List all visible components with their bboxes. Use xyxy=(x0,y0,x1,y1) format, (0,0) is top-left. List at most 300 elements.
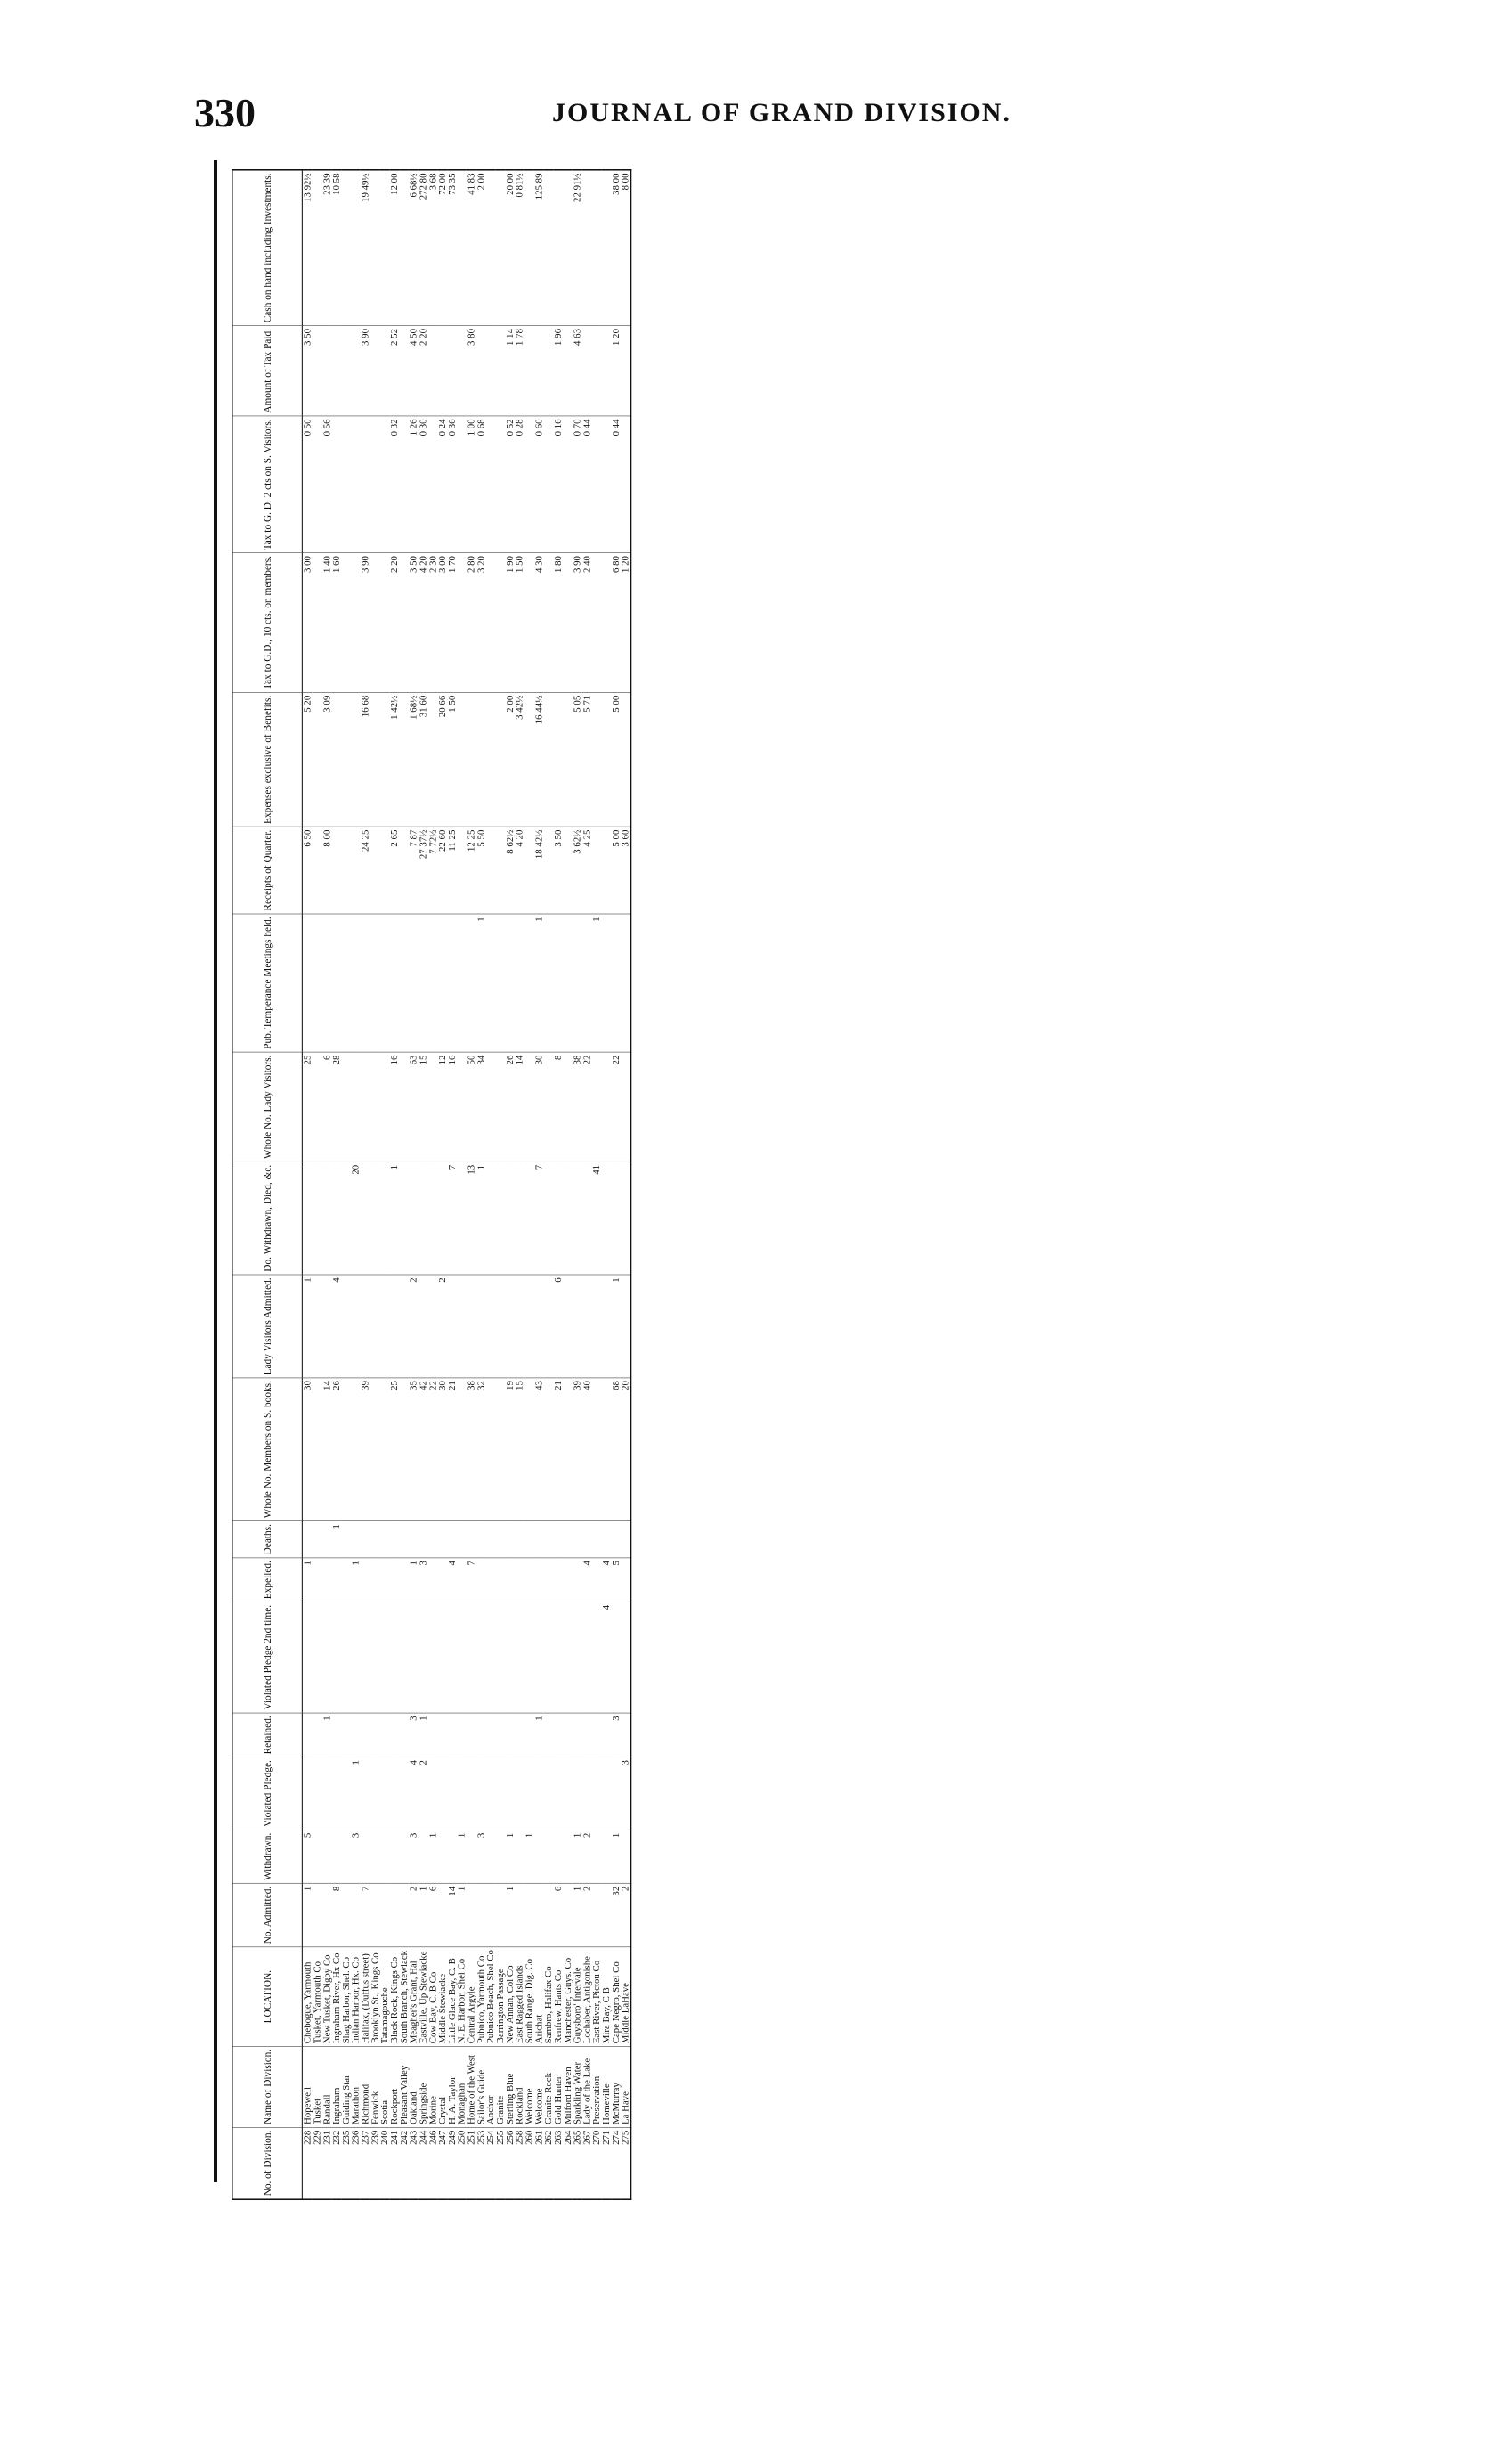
cell-paid xyxy=(437,326,447,416)
cell-exp: 3 xyxy=(419,1558,428,1602)
cell-cash xyxy=(341,170,351,326)
cell-ret xyxy=(573,1713,582,1757)
cell-mem: 40 xyxy=(582,1378,592,1521)
cell-expn: 20 66 xyxy=(437,692,447,827)
cell-name: Home of the West xyxy=(467,2047,476,2128)
cell-dth xyxy=(389,1521,399,1558)
cell-no: 243 xyxy=(409,2127,419,2199)
cell-dth xyxy=(341,1521,351,1558)
cell-wd: 3 xyxy=(409,1830,419,1883)
cell-lva xyxy=(573,1275,582,1378)
cell-vp xyxy=(485,1757,495,1830)
cell-name: Pleasant Valley xyxy=(399,2047,409,2128)
cell-no: 256 xyxy=(505,2127,515,2199)
cell-vp xyxy=(505,1757,515,1830)
cell-rec: 27 37½ xyxy=(419,827,428,914)
cell-dth xyxy=(457,1521,467,1558)
cell-ptm xyxy=(515,914,524,1052)
cell-ptm xyxy=(553,914,563,1052)
cell-ptm: 1 xyxy=(534,914,544,1052)
cell-lva xyxy=(563,1275,573,1378)
cell-name: Rockport xyxy=(389,2047,399,2128)
cell-ptm xyxy=(341,914,351,1052)
table-row xyxy=(341,170,351,2200)
cell-name: Sterling Blue xyxy=(505,2047,515,2128)
cell-expn xyxy=(485,692,495,827)
cell-ret: 1 xyxy=(534,1713,544,1757)
cell-ret xyxy=(341,1713,351,1757)
cell-vp2 xyxy=(313,1602,322,1713)
cell-paid xyxy=(313,326,322,416)
cell-dth xyxy=(379,1521,389,1558)
cell-vp2 xyxy=(379,1602,389,1713)
cell-dth xyxy=(302,1521,312,1558)
cell-svt xyxy=(341,416,351,553)
cell-name: H. A. Taylor xyxy=(447,2047,457,2128)
cell-dth xyxy=(505,1521,515,1558)
cell-ret xyxy=(515,1713,524,1757)
cell-mem: 21 xyxy=(553,1378,563,1521)
cell-lvw: 7 xyxy=(534,1162,544,1275)
cell-name: Sparkling Water xyxy=(573,2047,582,2128)
cell-svt: 0 50 xyxy=(302,416,312,553)
cell-wd: 1 xyxy=(457,1830,467,1883)
cell-ptm xyxy=(505,914,515,1052)
cell-mem: 30 xyxy=(302,1378,312,1521)
column-header: Violated Pledge. xyxy=(232,1757,303,1830)
cell-ptm xyxy=(485,914,495,1052)
cell-svt: 0 24 xyxy=(437,416,447,553)
cell-mem xyxy=(351,1378,361,1521)
cell-vp xyxy=(399,1757,409,1830)
cell-exp xyxy=(428,1558,438,1602)
cell-lvw xyxy=(313,1162,322,1275)
cell-no: 246 xyxy=(428,2127,438,2199)
cell-mem: 30 xyxy=(437,1378,447,1521)
cell-name: Oakland xyxy=(409,2047,419,2128)
cell-vp2 xyxy=(409,1602,419,1713)
cell-cash: 19 49½ xyxy=(361,170,370,326)
cell-mem: 38 xyxy=(467,1378,476,1521)
cell-lva xyxy=(476,1275,486,1378)
cell-tax: 1 80 xyxy=(553,553,563,693)
table-row xyxy=(476,170,486,2200)
cell-tax xyxy=(524,553,534,693)
cell-lva: 2 xyxy=(437,1275,447,1378)
cell-rec: 7 72½ xyxy=(428,827,438,914)
cell-name: Springside xyxy=(419,2047,428,2128)
cell-lv: 16 xyxy=(447,1052,457,1162)
cell-vp2 xyxy=(476,1602,486,1713)
cell-ptm xyxy=(582,914,592,1052)
cell-wd xyxy=(553,1830,563,1883)
cell-tax: 2 40 xyxy=(582,553,592,693)
cell-adm: 1 xyxy=(419,1883,428,1946)
cell-expn: 2 00 xyxy=(505,692,515,827)
cell-cash: 125 89 xyxy=(534,170,544,326)
table-row xyxy=(543,170,553,2200)
cell-name: Crystal xyxy=(437,2047,447,2128)
cell-exp: 7 xyxy=(467,1558,476,1602)
cell-svt: 0 28 xyxy=(515,416,524,553)
cell-mem: 25 xyxy=(389,1378,399,1521)
cell-tax xyxy=(313,553,322,693)
table-row xyxy=(485,170,495,2200)
cell-adm: 1 xyxy=(302,1883,312,1946)
cell-lv: 26 xyxy=(505,1052,515,1162)
cell-loc: Barrington Passage xyxy=(495,1947,505,2047)
cell-no: 258 xyxy=(515,2127,524,2199)
cell-svt xyxy=(351,416,361,553)
cell-exp xyxy=(361,1558,370,1602)
cell-lv xyxy=(457,1052,467,1162)
cell-tax: 3 90 xyxy=(573,553,582,693)
cell-loc: East River, Pictou Co xyxy=(591,1947,601,2047)
cell-mem xyxy=(485,1378,495,1521)
cell-tax xyxy=(379,553,389,693)
column-header: Pub. Temperance Meetings held. xyxy=(232,914,303,1052)
cell-ret: 1 xyxy=(322,1713,332,1757)
cell-lva xyxy=(601,1275,611,1378)
table-row xyxy=(457,170,467,2200)
cell-name: Scotia xyxy=(379,2047,389,2128)
cell-lva xyxy=(351,1275,361,1378)
cell-tax: 3 50 xyxy=(409,553,419,693)
cell-adm xyxy=(379,1883,389,1946)
cell-tax: 2 20 xyxy=(389,553,399,693)
cell-mem xyxy=(601,1378,611,1521)
cell-exp xyxy=(563,1558,573,1602)
cell-rec: 11 25 xyxy=(447,827,457,914)
cell-adm: 2 xyxy=(621,1883,631,1946)
cell-ret xyxy=(621,1713,631,1757)
cell-expn xyxy=(313,692,322,827)
cell-rec: 3 60 xyxy=(621,827,631,914)
cell-name: Tusket xyxy=(313,2047,322,2128)
cell-ret xyxy=(582,1713,592,1757)
cell-tax: 1 60 xyxy=(331,553,341,693)
cell-name: Fenwick xyxy=(370,2047,380,2128)
cell-loc: Meagher's Grant, Hal xyxy=(409,1947,419,2047)
cell-tax xyxy=(399,553,409,693)
cell-lvw: 13 xyxy=(467,1162,476,1275)
cell-rec: 3 62½ xyxy=(573,827,582,914)
header-row xyxy=(232,170,303,2200)
cell-lvw xyxy=(505,1162,515,1275)
cell-vp2 xyxy=(553,1602,563,1713)
cell-lva xyxy=(428,1275,438,1378)
cell-vp2 xyxy=(428,1602,438,1713)
cell-paid: 4 63 xyxy=(573,326,582,416)
cell-ret xyxy=(302,1713,312,1757)
cell-no: 249 xyxy=(447,2127,457,2199)
cell-loc: South Range, Dig. Co xyxy=(524,1947,534,2047)
cell-lva xyxy=(534,1275,544,1378)
cell-loc: Middle LaHave xyxy=(621,1947,631,2047)
cell-vp xyxy=(370,1757,380,1830)
cell-vp2 xyxy=(495,1602,505,1713)
cell-rec: 24 25 xyxy=(361,827,370,914)
cell-paid xyxy=(591,326,601,416)
cell-ptm xyxy=(495,914,505,1052)
cell-mem: 35 xyxy=(409,1378,419,1521)
cell-ptm xyxy=(563,914,573,1052)
cell-dth xyxy=(601,1521,611,1558)
cell-cash xyxy=(543,170,553,326)
cell-no: 250 xyxy=(457,2127,467,2199)
cell-loc: Eastville, Up Stewiacke xyxy=(419,1947,428,2047)
cell-tax xyxy=(601,553,611,693)
table-row xyxy=(331,170,341,2200)
cell-no: 260 xyxy=(524,2127,534,2199)
cell-lva xyxy=(582,1275,592,1378)
cell-lva xyxy=(543,1275,553,1378)
cell-name: Gold Hunter xyxy=(553,2047,563,2128)
cell-lv: 22 xyxy=(611,1052,621,1162)
cell-loc: Tatamagouche xyxy=(379,1947,389,2047)
cell-name: Preservation xyxy=(591,2047,601,2128)
cell-rec: 6 50 xyxy=(302,827,312,914)
cell-paid: 3 80 xyxy=(467,326,476,416)
cell-lvw xyxy=(601,1162,611,1275)
cell-dth xyxy=(361,1521,370,1558)
cell-name: Homeville xyxy=(601,2047,611,2128)
cell-lvw: 20 xyxy=(351,1162,361,1275)
cell-adm: 8 xyxy=(331,1883,341,1946)
cell-cash: 2 00 xyxy=(476,170,486,326)
cell-tax: 3 20 xyxy=(476,553,486,693)
table-row xyxy=(582,170,592,2200)
cell-wd xyxy=(485,1830,495,1883)
cell-expn: 3 09 xyxy=(322,692,332,827)
table-row xyxy=(419,170,428,2200)
cell-tax xyxy=(485,553,495,693)
cell-lv xyxy=(361,1052,370,1162)
cell-vp2 xyxy=(302,1602,312,1713)
cell-vp xyxy=(611,1757,621,1830)
cell-lv xyxy=(341,1052,351,1162)
cell-loc: Little Glace Bay, C. B xyxy=(447,1947,457,2047)
cell-tax: 1 50 xyxy=(515,553,524,693)
cell-name: Ingraham xyxy=(331,2047,341,2128)
cell-wd xyxy=(601,1830,611,1883)
cell-mem: 39 xyxy=(361,1378,370,1521)
cell-svt xyxy=(563,416,573,553)
cell-loc: Black Rock, Kings Co xyxy=(389,1947,399,2047)
cell-expn xyxy=(457,692,467,827)
cell-svt xyxy=(524,416,534,553)
cell-vp2 xyxy=(563,1602,573,1713)
cell-vp xyxy=(361,1757,370,1830)
cell-expn xyxy=(341,692,351,827)
table-row xyxy=(379,170,389,2200)
cell-lva: 6 xyxy=(553,1275,563,1378)
cell-ptm xyxy=(437,914,447,1052)
cell-lv xyxy=(543,1052,553,1162)
cell-ptm xyxy=(331,914,341,1052)
table-row xyxy=(322,170,332,2200)
cell-ret xyxy=(389,1713,399,1757)
cell-wd xyxy=(543,1830,553,1883)
cell-no: 265 xyxy=(573,2127,582,2199)
cell-paid: 3 50 xyxy=(302,326,312,416)
cell-cash xyxy=(553,170,563,326)
cell-rec: 3 50 xyxy=(553,827,563,914)
cell-lvw xyxy=(573,1162,582,1275)
cell-name: Welcome xyxy=(534,2047,544,2128)
cell-exp xyxy=(476,1558,486,1602)
cell-lv xyxy=(524,1052,534,1162)
cell-loc: Pubnico Beach, Shel Co xyxy=(485,1947,495,2047)
cell-tax: 2 30 xyxy=(428,553,438,693)
cell-exp: 1 xyxy=(409,1558,419,1602)
cell-vp2 xyxy=(543,1602,553,1713)
cell-vp2 xyxy=(457,1602,467,1713)
table-row xyxy=(621,170,631,2200)
cell-ptm: 1 xyxy=(476,914,486,1052)
cell-ptm xyxy=(370,914,380,1052)
cell-vp xyxy=(553,1757,563,1830)
cell-adm xyxy=(591,1883,601,1946)
table-row xyxy=(495,170,505,2200)
cell-paid: 1 20 xyxy=(611,326,621,416)
cell-lva xyxy=(419,1275,428,1378)
rotated-table-wrapper xyxy=(232,169,631,2200)
cell-cash: 8 00 xyxy=(621,170,631,326)
cell-ptm xyxy=(573,914,582,1052)
cell-dth xyxy=(515,1521,524,1558)
cell-rec xyxy=(331,827,341,914)
cell-vp xyxy=(322,1757,332,1830)
cell-exp: 1 xyxy=(351,1558,361,1602)
cell-adm xyxy=(563,1883,573,1946)
column-header: Expenses exclusive of Benefits. xyxy=(232,692,303,827)
cell-expn: 3 42½ xyxy=(515,692,524,827)
cell-lva xyxy=(515,1275,524,1378)
cell-tax: 3 00 xyxy=(302,553,312,693)
cell-dth xyxy=(437,1521,447,1558)
cell-lvw xyxy=(322,1162,332,1275)
cell-wd: 1 xyxy=(524,1830,534,1883)
cell-cash: 73 35 xyxy=(447,170,457,326)
cell-expn xyxy=(495,692,505,827)
cell-vp xyxy=(457,1757,467,1830)
cell-wd xyxy=(313,1830,322,1883)
cell-cash: 0 81½ xyxy=(515,170,524,326)
cell-dth xyxy=(553,1521,563,1558)
cell-ret xyxy=(495,1713,505,1757)
cell-adm xyxy=(543,1883,553,1946)
cell-vp xyxy=(601,1757,611,1830)
cell-expn: 5 20 xyxy=(302,692,312,827)
cell-vp2 xyxy=(351,1602,361,1713)
cell-wd xyxy=(341,1830,351,1883)
cell-lv: 12 xyxy=(437,1052,447,1162)
cell-name: Marathon xyxy=(351,2047,361,2128)
cell-adm xyxy=(389,1883,399,1946)
cell-mem: 68 xyxy=(611,1378,621,1521)
cell-wd xyxy=(361,1830,370,1883)
cell-vp: 2 xyxy=(419,1757,428,1830)
cell-lva xyxy=(495,1275,505,1378)
cell-paid: 1 78 xyxy=(515,326,524,416)
cell-lvw xyxy=(379,1162,389,1275)
cell-vp xyxy=(543,1757,553,1830)
cell-mem xyxy=(524,1378,534,1521)
cell-wd xyxy=(389,1830,399,1883)
cell-lvw xyxy=(524,1162,534,1275)
column-header: Whole No. Members on S. books. xyxy=(232,1378,303,1521)
cell-lv xyxy=(351,1052,361,1162)
cell-mem: 32 xyxy=(476,1378,486,1521)
cell-vp2 xyxy=(591,1602,601,1713)
column-header: Violated Pledge 2nd time. xyxy=(232,1602,303,1713)
cell-wd xyxy=(399,1830,409,1883)
cell-lva xyxy=(467,1275,476,1378)
cell-ret xyxy=(351,1713,361,1757)
cell-vp xyxy=(331,1757,341,1830)
cell-lva xyxy=(591,1275,601,1378)
cell-paid xyxy=(476,326,486,416)
cell-ptm xyxy=(419,914,428,1052)
cell-no: 262 xyxy=(543,2127,553,2199)
cell-wd xyxy=(437,1830,447,1883)
table-row xyxy=(534,170,544,2200)
cell-lva xyxy=(341,1275,351,1378)
cell-wd: 5 xyxy=(302,1830,312,1883)
cell-lva: 1 xyxy=(611,1275,621,1378)
cell-ptm xyxy=(361,914,370,1052)
cell-paid: 2 52 xyxy=(389,326,399,416)
cell-name: Anchor xyxy=(485,2047,495,2128)
cell-vp2 xyxy=(341,1602,351,1713)
cell-rec xyxy=(591,827,601,914)
cell-wd: 1 xyxy=(611,1830,621,1883)
cell-ptm xyxy=(351,914,361,1052)
cell-no: 228 xyxy=(302,2127,312,2199)
cell-tax xyxy=(341,553,351,693)
cell-lvw xyxy=(341,1162,351,1275)
cell-lvw xyxy=(582,1162,592,1275)
cell-rec: 2 65 xyxy=(389,827,399,914)
column-header: Deaths. xyxy=(232,1521,303,1558)
column-header: Expelled. xyxy=(232,1558,303,1602)
cell-no: 274 xyxy=(611,2127,621,2199)
table-row xyxy=(447,170,457,2200)
cell-expn: 1 68½ xyxy=(409,692,419,827)
cell-expn: 5 00 xyxy=(611,692,621,827)
cell-paid: 1 14 xyxy=(505,326,515,416)
cell-loc: New Tusket, Digby Co xyxy=(322,1947,332,2047)
cell-ptm xyxy=(322,914,332,1052)
cell-ret xyxy=(505,1713,515,1757)
cell-mem: 14 xyxy=(322,1378,332,1521)
cell-mem: 43 xyxy=(534,1378,544,1521)
cell-lv: 30 xyxy=(534,1052,544,1162)
cell-no: 254 xyxy=(485,2127,495,2199)
cell-ptm xyxy=(601,914,611,1052)
cell-rec: 4 20 xyxy=(515,827,524,914)
cell-lvw xyxy=(457,1162,467,1275)
cell-loc: Cape Negro, Shel Co xyxy=(611,1947,621,2047)
cell-no: 253 xyxy=(476,2127,486,2199)
cell-lva xyxy=(313,1275,322,1378)
cell-paid xyxy=(341,326,351,416)
cell-no: 244 xyxy=(419,2127,428,2199)
cell-ret xyxy=(485,1713,495,1757)
cell-cash: 72 00 xyxy=(437,170,447,326)
cell-adm xyxy=(351,1883,361,1946)
